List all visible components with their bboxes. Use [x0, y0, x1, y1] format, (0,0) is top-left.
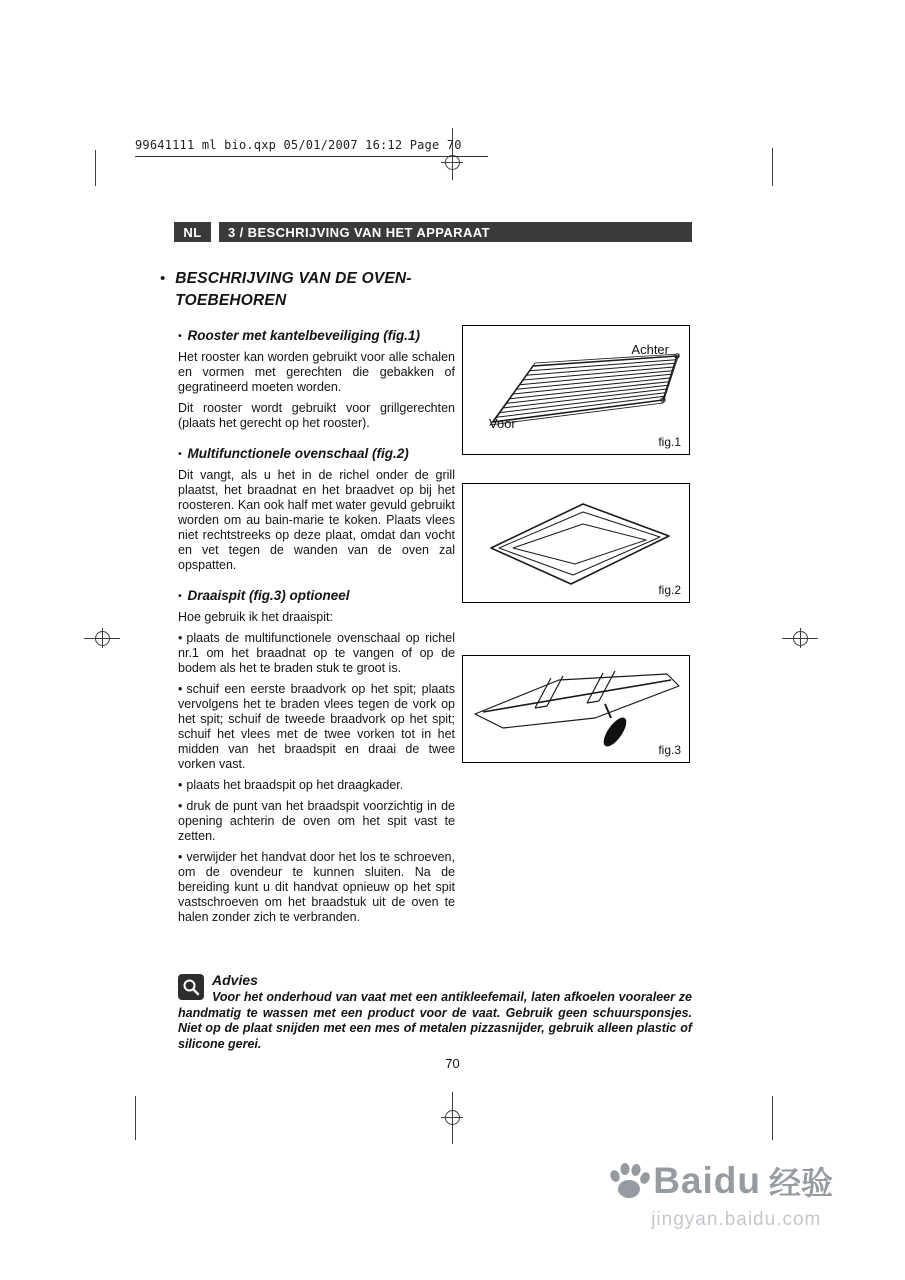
registration-circle-bottom: [445, 1110, 460, 1125]
figure-1-box: [462, 325, 690, 455]
section-heading-ovenschaal: [178, 445, 455, 463]
magnifier-icon: [178, 974, 204, 1000]
registration-circle-left: [95, 631, 110, 646]
main-heading-text: BESCHRIJVING VAN DE OVEN-TOEBEHOREN: [175, 270, 412, 309]
bullet-glyph: •: [178, 449, 182, 460]
section-heading-rooster: [178, 327, 430, 345]
list-item-text: verwijder het handvat door het los te schroeven, om de ovendeur te kunnen sluiten. Na de bereiding kunt u dit handvat opnieuw op het spit vastschroeven om het braadstuk uit de oven te halen zonder zich te verbranden.: [178, 850, 455, 924]
bullet-glyph: •: [178, 631, 183, 645]
watermark-brand-row: [607, 1158, 833, 1204]
bullet-glyph: •: [178, 778, 183, 792]
bullet-glyph: •: [178, 591, 182, 602]
tray-illustration: [463, 484, 689, 602]
main-heading: [160, 268, 460, 312]
list-item-text: plaats de multifunctionele ovenschaal op richel nr.1 om het braadnat op te vangen of op de bodem als het te braden stuk te groot is.: [178, 631, 455, 675]
watermark-url: jingyan.baidu.com: [651, 1209, 822, 1230]
paw-icon: [607, 1161, 651, 1201]
draaispit-intro: Hoe gebruik ik het draaispit:: [178, 610, 333, 624]
list-item: [178, 682, 455, 772]
bullet-glyph: •: [178, 331, 182, 342]
list-item: [178, 778, 455, 793]
watermark-brand-cn: 经验: [768, 1165, 833, 1201]
figure-annotation-voor: Voor: [489, 416, 516, 431]
figure-2-box: [462, 483, 690, 603]
registration-circle-top: [445, 155, 460, 170]
figure-label: fig.3: [658, 743, 681, 757]
paragraph: Dit vangt, als u het in de richel onder de grill plaatst, het braadnat en het braadvet op bij het roosteren. Kan ook half met water gevuld gebruikt worden om au bain-marie te koken. Plaats vlees niet rechtstreeks op deze plaat, omdat dan vocht en vet tegen de wanden van de oven zal opspatten.: [178, 468, 455, 572]
bullet-glyph: •: [178, 799, 183, 813]
paragraph: Het rooster kan worden gebruikt voor alle schalen en vormen met gerechten die gebakken of gegratineerd moeten worden.: [178, 350, 455, 394]
page-number: 70: [445, 1056, 460, 1071]
paragraph: Dit rooster wordt gebruikt voor grillgerechten (plaats het gerecht op het rooster).: [178, 401, 455, 430]
watermark-brand: Baidu: [653, 1160, 761, 1201]
baidu-watermark: [607, 1158, 833, 1231]
list-item: [178, 850, 455, 925]
bullet-glyph: •: [178, 682, 183, 696]
crop-mark-bottom-right: [772, 1096, 773, 1140]
section-heading-text: Multifunctionele ovenschaal (fig.2): [187, 446, 409, 461]
section-heading-draaispit: [178, 587, 455, 605]
left-text-column: [178, 327, 455, 931]
crop-mark-top-left: [95, 150, 96, 186]
advice-text: Voor het onderhoud van vaat met een antikleefemail, laten afkoelen vooraleer ze handmatig te wassen met een product voor de vaat. Gebruik geen schuursponsjes. Niet op de plaat snijden met een mes of metalen pizzasnijder, gebruik alleen plastic of silicone gerei.: [178, 990, 692, 1051]
figure-3-box: [462, 655, 690, 763]
figure-label: fig.1: [658, 435, 681, 449]
bullet-glyph: •: [160, 270, 166, 287]
figure-annotation-achter: Achter: [631, 342, 669, 357]
language-tag: NL: [174, 222, 211, 242]
bullet-glyph: •: [178, 850, 183, 864]
spit-illustration: [463, 656, 689, 762]
chapter-title-bar: 3 / BESCHRIJVING VAN HET APPARAAT: [219, 222, 692, 242]
list-item: [178, 799, 455, 844]
advice-title: Advies: [212, 972, 258, 988]
list-item-text: plaats het braadspit op het draagkader.: [186, 778, 404, 792]
figure-label: fig.2: [658, 583, 681, 597]
crop-mark-top-right: [772, 148, 773, 186]
list-item-text: druk de punt van het braadspit voorzichtig in de opening achterin de oven om het spit vast te zetten.: [178, 799, 455, 843]
list-item: [178, 631, 455, 676]
section-heading-text: Draaispit (fig.3) optioneel: [187, 588, 350, 603]
crop-mark-bottom-left: [135, 1096, 136, 1140]
list-item-text: schuif een eerste braadvork op het spit; plaats vervolgens het te braden vlees tegen de vork op het spit; schuif de tweede braadvork op het spit; schuif het vlees met de twee vorken tot in het midden van het braadspit en draai de twee vorken vast.: [178, 682, 455, 771]
advice-block: [178, 972, 692, 1052]
registration-circle-right: [793, 631, 808, 646]
section-heading-text: Rooster met kantelbeveiliging (fig.1): [187, 328, 421, 343]
print-slug-line: 99641111 ml bio.qxp 05/01/2007 16:12 Page 70: [135, 138, 488, 157]
